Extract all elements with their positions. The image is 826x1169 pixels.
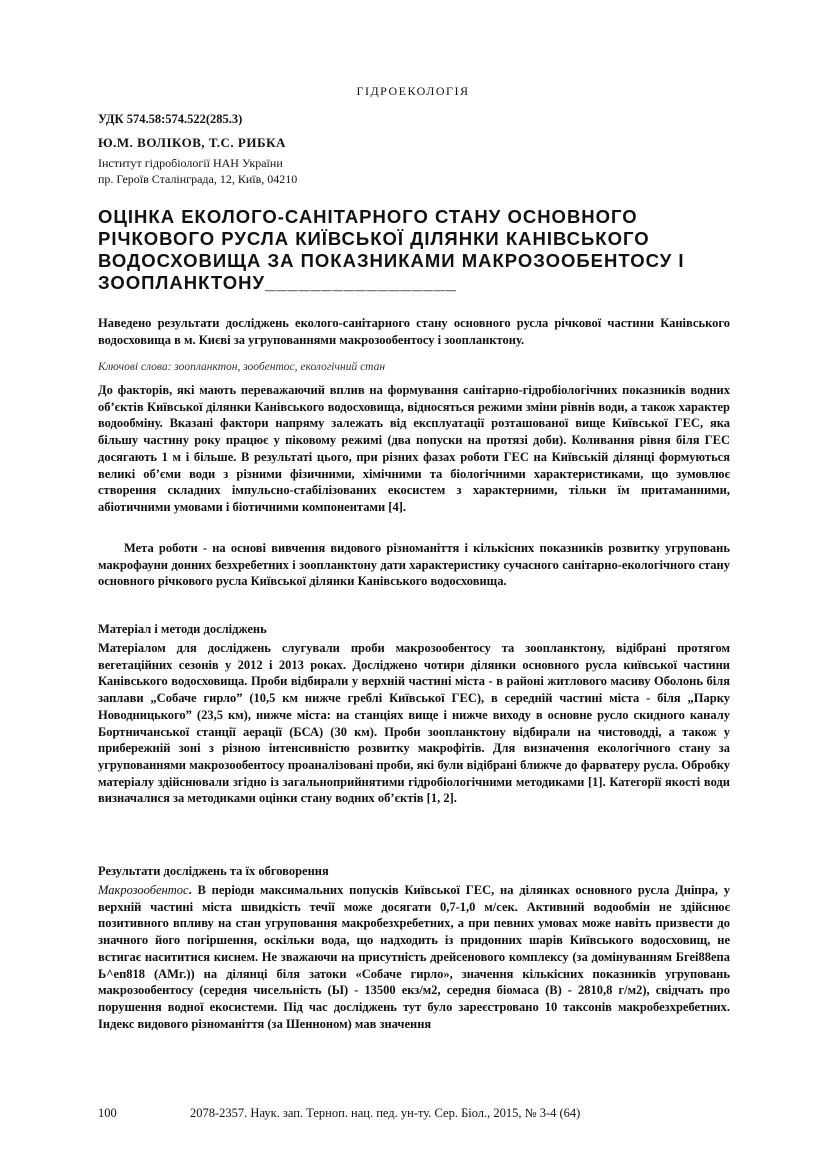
authors: Ю.М. ВОЛІКОВ, Т.С. РИБКА <box>98 135 286 150</box>
journal-citation: 2078-2357. Наук. зап. Терноп. нац. пед. ун-ту. Сер. Біол., 2015, № 3-4 (64) <box>190 1106 581 1120</box>
results-paragraph <box>98 882 730 1032</box>
udc-code: УДК 574.58:574.522(285.3) <box>98 112 243 126</box>
methods-heading: Матеріал і методи досліджень <box>98 622 267 636</box>
affiliation-institute: Інститут гідробіології НАН України <box>98 156 283 170</box>
section-label: ГІДРОЕКОЛОГІЯ <box>356 84 470 98</box>
abstract: Наведено результати досліджень еколого-санітарного стану основного русла річкової частини Канівського водосховища в м. Києві за угрупованнями макрозообентосу і зоопланктону. <box>98 316 730 347</box>
goal-paragraph: Мета роботи - на основі вивчення видового різноманіття і кількісних показників розвитку угруповань макрофауни донних безхребетних і зоопланктону дати характеристику сучасного санітарно-екологічного стану основного річкового русла Київської ділянки Канівського водосховища. <box>98 541 730 589</box>
methods-paragraph: Матеріалом для досліджень слугували проби макрозообентосу та зоопланктону, відібрані протягом вегетаційних сезонів у 2012 і 2013 роках. Досліджено чотири ділянки основного русла київської частини Канівського водосховища. Проби відбирали у верхній частині міста - в районі житлового масиву Оболонь біля заплави „Собаче гирло” (10,5 км нижче греблі Київської ГЕС), в середній частині міста - біля „Парку Новодницького” (23,5 км), нижче міста: на станціях вище і нижче виходу в основне русло скидного каналу Бортничанської станції аерації (БСА) (30 км). Проби зоопланктону відбирали на чистоводді, а також у прибережній зоні з різною інтенсивністю розвитку макрофітів. Для визначення екологічного стану за угрупованнями макрозообентосу проаналізовані проби, які були відібрані ближче до фарватеру русла. Обробку матеріалу здійснювали згідно із загальноприйнятими гідробіологічними методиками [1]. Категорії якості води визначалися за методиками оцінки стану водних об’єктів [1, 2]. <box>98 641 730 806</box>
results-lead-term: Макрозообентос <box>98 883 189 897</box>
keywords: Ключові слова: зоопланктон, зообентос, екологічний стан <box>98 361 386 373</box>
intro-paragraph: До факторів, які мають переважаючий вплив на формування санітарно-гідробіологічних показників водних об’єктів Київської ділянки Канівського водосховища, відносяться режими зміни рівнів води, а також характер водообміну. Вказані фактори напряму залежать від експлуатації розташованої вище Київської ГЕС, яка більшу частину року працює у піковому режимі (два попуски на протязі доби). Коливання рівня біля ГЕС досягають 1 м і більше. В результаті цього, при різних фазах роботи ГЕС на Київській ділянці формуються великі об’єми води з різними фізичними, хімічними та біологічними характеристиками, що зумовлює створення складних імпульсно-стабілізованих екосистем з характерними, тільки їм притаманними, абіотичними умовами і біотичними компонентами [4]. <box>98 383 730 514</box>
affiliation-address: пр. Героїв Сталінграда, 12, Київ, 04210 <box>98 172 298 186</box>
results-heading: Результати досліджень та їх обговорення <box>98 864 329 878</box>
paper-title: ОЦІНКА ЕКОЛОГО-САНІТАРНОГО СТАНУ ОСНОВНОГО РІЧКОВОГО РУСЛА КИЇВСЬКОЇ ДІЛЯНКИ КАНІВСЬКОГО ВОДОСХОВИЩА ЗА ПОКАЗНИКАМИ МАКРОЗООБЕНТОСУ І ЗООПЛАНКТОНУ_________________ <box>98 206 685 293</box>
page-number: 100 <box>98 1106 117 1120</box>
results-text: . В періоди максимальних попусків Київської ГЕС, на ділянках основного русла Дніпра, у верхній частині міста швидкість течії може досягати 0,7-1,0 м/сек. Активний водообмін не здійснює позитивного впливу на стан угруповання макробезхребетних, а при певних умовах може навіть призвести до значного його погіршення, оскільки вода, що надходить із придонних шарів Київського водосховищ, не встигає насититися киснем. Не зважаючи на присутність дрейсенового комплексу (за домінуванням Бгеі88епа Ь^еп818 (АМг.)) на ділянці біля затоки «Собаче гирло», значення кількісних показників угруповань макрозообентосу (середня чисельність (Ы) - 13500 екз/м2, середня біомаса (В) - 2810,8 г/м2), свідчать про порушення водної екосистеми. Під час досліджень тут було зареєстровано 10 таксонів макробезхребетних. Індекс видового різноманіття (за Шенноном) мав значення <box>98 883 730 1031</box>
